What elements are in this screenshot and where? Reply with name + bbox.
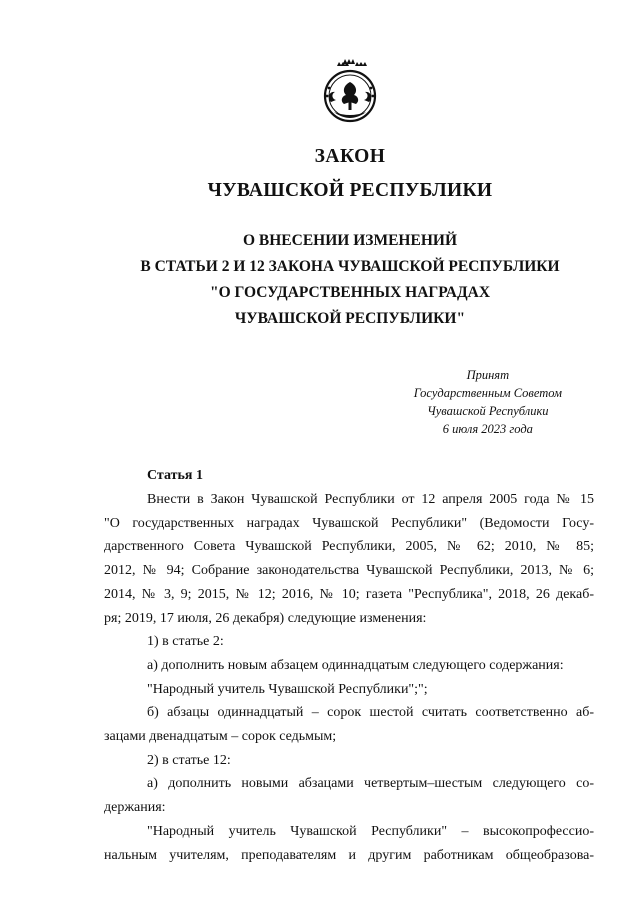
subject-line: "О ГОСУДАРСТВЕННЫХ НАГРАДАХ — [209, 284, 491, 301]
text-line: ря; 2019, 17 июля, 26 декабря) следующие изменения: — [104, 610, 427, 626]
text-line: "Народный учитель Чувашской Республики" – высокопрофессио- — [147, 823, 594, 839]
text-line: а) дополнить новыми абзацами четвертым–шестым следующего со- — [147, 776, 594, 792]
text-line: 2014, № 3, 9; 2015, № 12; 2016, № 10; газета "Республика", 2018, 26 декаб- — [104, 586, 594, 602]
adoption-line: Чувашской Республики — [427, 404, 549, 418]
text-line: 1) в статье 2: — [147, 634, 224, 650]
law-subject — [0, 228, 640, 332]
law-title: ЗАКОН — [314, 146, 386, 167]
chuvash-emblem-icon — [317, 58, 383, 124]
text-line: "О государственных наградах Чувашской Республики" (Ведомости Госу- — [104, 515, 594, 531]
republic-title: ЧУВАШСКОЙ РЕСПУБЛИКИ — [207, 180, 493, 201]
text-line: 2) в статье 12: — [147, 752, 231, 768]
paragraph — [104, 749, 594, 773]
text-line: б) абзацы одиннадцатый – сорок шестой считать соответственно аб- — [147, 705, 594, 721]
paragraph — [104, 678, 594, 702]
text-line: Внести в Закон Чувашской Республики от 12 апреля 2005 года № 15 — [147, 492, 594, 507]
text-line: зацами двенадцатым – сорок седьмым; — [104, 729, 337, 745]
paragraph — [104, 488, 594, 630]
text-line: держания: — [104, 800, 166, 816]
paragraph — [104, 820, 594, 867]
paragraph — [104, 701, 594, 748]
adoption-line: Государственным Советом — [413, 386, 562, 400]
paragraph — [104, 654, 594, 678]
subject-line: ЧУВАШСКОЙ РЕСПУБЛИКИ" — [234, 310, 466, 327]
article-heading: Статья 1 — [147, 468, 203, 483]
text-line: нальным учителям, преподавателям и другим работникам общеобразова- — [104, 847, 594, 863]
text-line: "Народный учитель Чувашской Республики";"; — [147, 681, 428, 697]
adoption-note — [414, 366, 562, 438]
adoption-line: Принят — [466, 368, 510, 382]
subject-line: О ВНЕСЕНИИ ИЗМЕНЕНИЙ — [242, 232, 457, 249]
text-line: а) дополнить новым абзацем одиннадцатым следующего содержания: — [147, 657, 564, 673]
paragraph — [104, 630, 594, 654]
paragraph — [104, 772, 594, 819]
text-line: дарственного Совета Чувашской Республики, 2005, № 62; 2010, № 85; — [104, 539, 594, 555]
subject-line: В СТАТЬИ 2 И 12 ЗАКОНА ЧУВАШСКОЙ РЕСПУБЛИКИ — [140, 258, 560, 275]
adoption-line: 6 июля 2023 года — [442, 422, 533, 436]
article-body — [104, 488, 594, 867]
text-line: 2012, № 94; Собрание законодательства Чувашской Республики, 2013, № 6; — [104, 563, 594, 579]
